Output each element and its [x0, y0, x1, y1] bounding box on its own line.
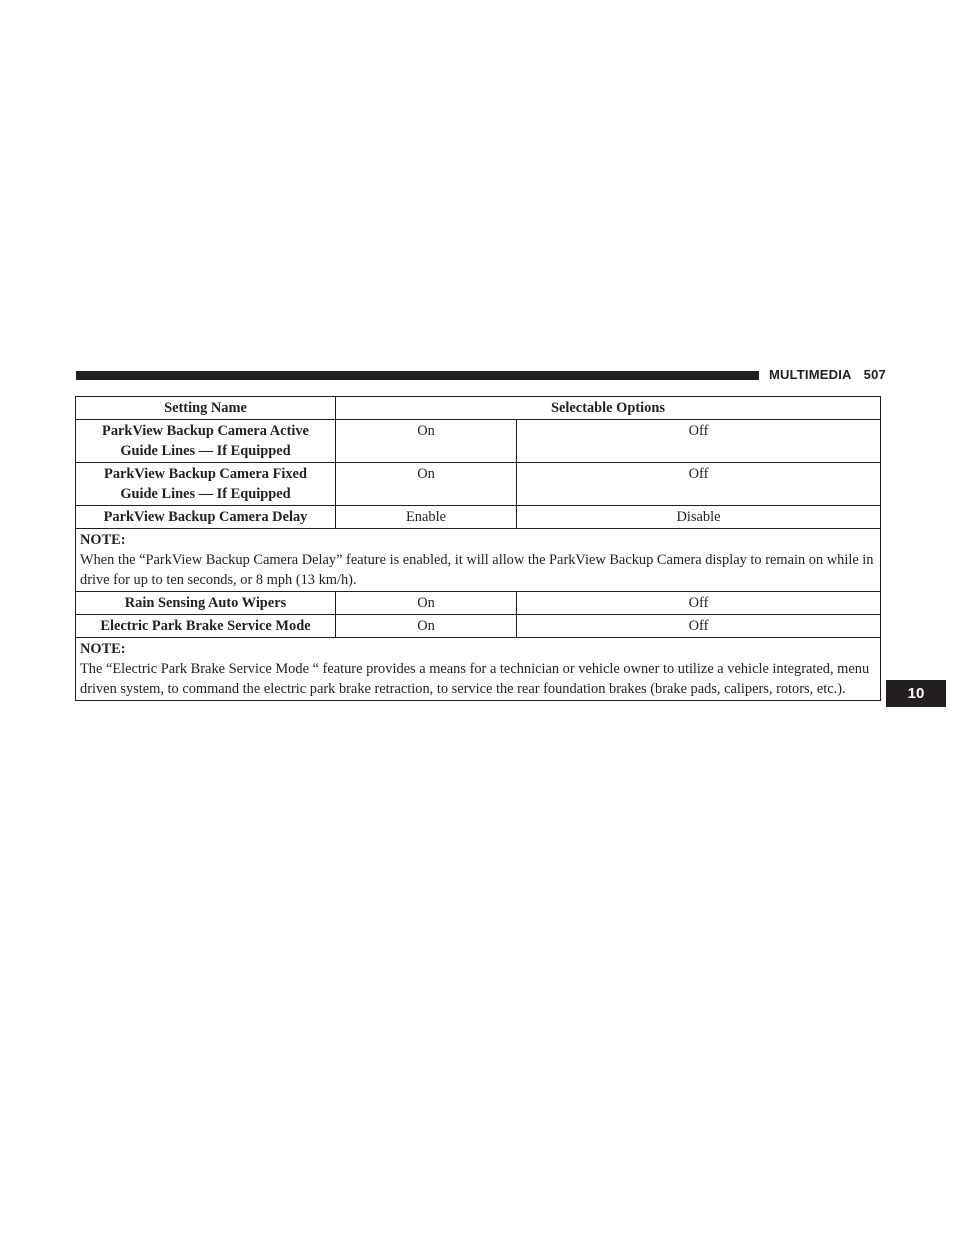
- option-cell: Off: [517, 420, 881, 463]
- section-title: MULTIMEDIA: [769, 367, 852, 382]
- table-header-row: [76, 397, 881, 420]
- option-cell: Off: [517, 592, 881, 615]
- option-cell: Enable: [336, 506, 517, 529]
- header-selectable-options: Selectable Options: [336, 397, 881, 420]
- note-row: [76, 638, 881, 701]
- page-number: 507: [863, 367, 886, 382]
- table-row: [76, 420, 881, 463]
- setting-name-line: Guide Lines — If Equipped: [120, 486, 291, 502]
- setting-name-cell: ParkView Backup Camera Delay: [76, 506, 336, 529]
- setting-name-cell: Rain Sensing Auto Wipers: [76, 592, 336, 615]
- option-cell: Off: [517, 615, 881, 638]
- header-rule: [76, 371, 759, 380]
- setting-name-line: Guide Lines — If Equipped: [120, 443, 291, 459]
- header-setting-name: Setting Name: [76, 397, 336, 420]
- option-cell: Off: [517, 463, 881, 506]
- option-cell: On: [336, 615, 517, 638]
- setting-name-cell: [76, 463, 336, 506]
- setting-name-cell: Electric Park Brake Service Mode: [76, 615, 336, 638]
- option-cell: On: [336, 463, 517, 506]
- option-cell: Disable: [517, 506, 881, 529]
- note-label: NOTE:: [80, 641, 126, 657]
- setting-name-cell: [76, 420, 336, 463]
- running-header: [769, 367, 886, 382]
- note-text: The “Electric Park Brake Service Mode “ feature provides a means for a technician or vehicle owner to utilize a vehicle integrated, menu driven system, to command the electric park brake retraction, to service the rear foundation brakes (brake pads, calipers, rotors, etc.).: [80, 661, 870, 697]
- table-row: [76, 615, 881, 638]
- table-row: [76, 592, 881, 615]
- note-cell: [76, 529, 881, 592]
- chapter-tab: 10: [886, 680, 946, 707]
- option-cell: On: [336, 420, 517, 463]
- setting-name-line: ParkView Backup Camera Fixed: [104, 466, 307, 482]
- note-row: [76, 529, 881, 592]
- setting-name-line: ParkView Backup Camera Active: [102, 423, 309, 439]
- note-text: When the “ParkView Backup Camera Delay” feature is enabled, it will allow the ParkView Backup Camera display to remain on while in drive for up to ten seconds, or 8 mph (13 km/h).: [80, 552, 874, 588]
- table-row: [76, 463, 881, 506]
- settings-table: [75, 396, 881, 701]
- table-row: [76, 506, 881, 529]
- note-label: NOTE:: [80, 532, 126, 548]
- note-cell: [76, 638, 881, 701]
- option-cell: On: [336, 592, 517, 615]
